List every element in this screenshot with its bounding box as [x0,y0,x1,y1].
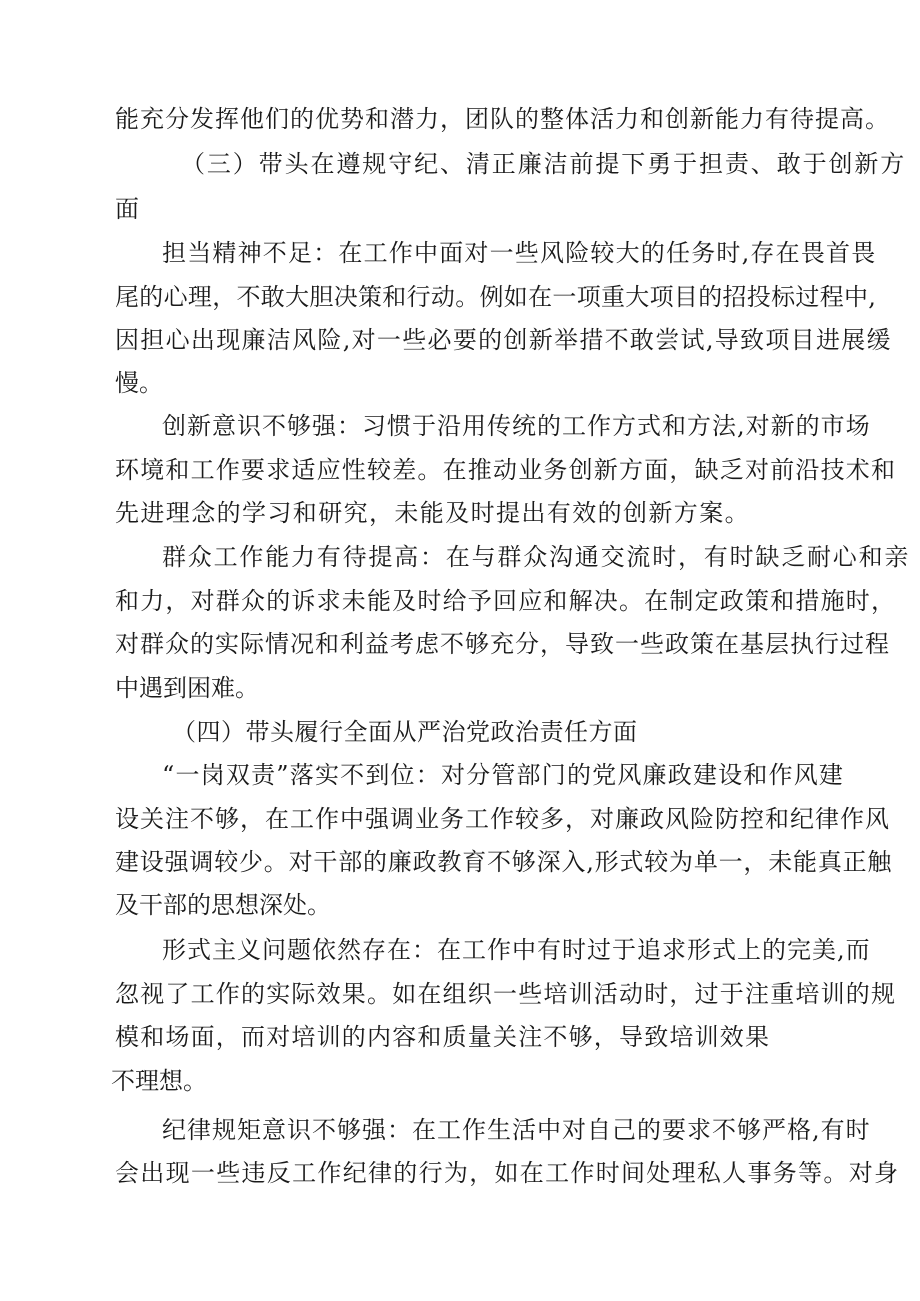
paragraph-start: 创新意识不够强：习惯于沿用传统的工作方式和方法,对新的市场 [162,412,871,440]
text-line: 先进理念的学习和研究，未能及时提出有效的创新方案。 [115,499,750,527]
text-line: 模和场面，而对培训的内容和质量关注不够，导致培训效果 [115,1023,771,1051]
paragraph-start: 群众工作能力有待提高：在与群众沟通交流时，有时缺乏耐心和亲 [162,543,911,571]
text-line: 和力，对群众的诉求未能及时给予回应和解决。在制定政策和措施时， [115,587,897,615]
section-heading: （四）带头履行全面从严治党政治责任方面 [172,718,638,746]
text-line: 忽视了工作的实际效果。如在组织一些培训活动时，过于注重培训的规 [115,980,897,1008]
paragraph-start: 纪律规矩意识不够强：在工作生活中对自己的要求不够严格,有时 [162,1116,871,1144]
text-line: 及干部的思想深处。 [115,891,331,919]
text-line: 环境和工作要求适应性较差。在推动业务创新方面，缺乏对前沿技术和 [115,456,897,484]
text-line: 设关注不够，在工作中强调业务工作较多，对廉政风险防控和纪律作风 [115,805,890,833]
text-line: 能充分发挥他们的优势和潜力，团队的整体活力和创新能力有待提高。 [115,105,890,133]
section-heading: （三）带头在遵规守纪、清正廉洁前提下勇于担责、敢于创新方 [181,150,907,178]
text-line: 因担心出现廉洁风险,对一些必要的创新举措不敢尝试,导致项目进展缓 [115,326,892,354]
text-line: 不理想。 [111,1067,207,1095]
paragraph-start: “一岗双责”落实不到位：对分管部门的党风廉政建设和作风建 [162,761,845,789]
text-line: 面 [115,195,139,223]
text-line: 慢。 [115,369,163,397]
paragraph-start: 形式主义问题依然存在：在工作中有时过于追求形式上的完美,而 [162,936,871,964]
paragraph-start: 担当精神不足：在工作中面对一些风险较大的任务时,存在畏首畏 [162,239,877,267]
text-line: 对群众的实际情况和利益考虑不够充分，导致一些政策在基层执行过程 [115,630,890,658]
text-line: 中遇到困难。 [115,674,259,702]
text-line: 尾的心理，不敢大胆决策和行动。例如在一项重大项目的招投标过程中, [115,283,877,311]
text-line: 会出现一些违反工作纪律的行为，如在工作时间处理私人事务等。对身 [115,1159,900,1187]
text-line: 建设强调较少。对干部的廉政教育不够深入,形式较为单一，未能真正触 [115,848,893,876]
